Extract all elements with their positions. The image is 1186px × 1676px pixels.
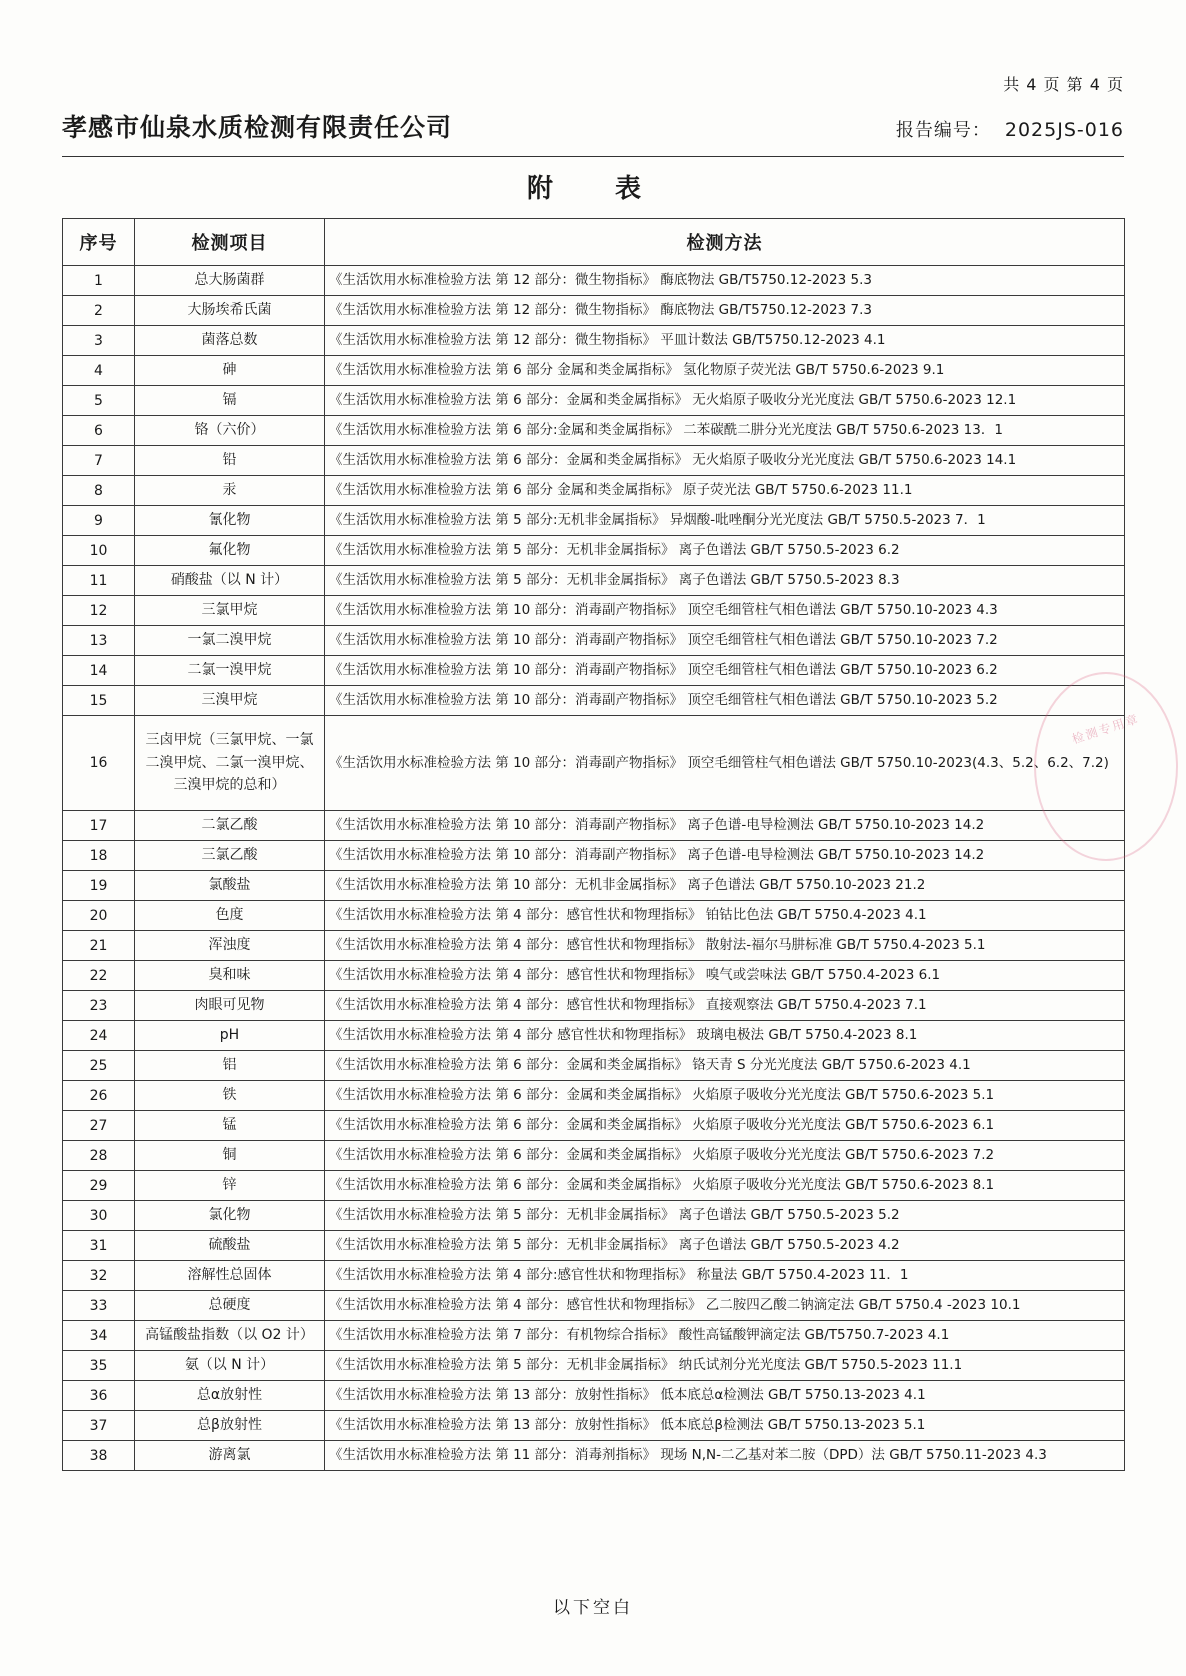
row-method: 《生活饮用水标准检验方法 第 13 部分：放射性指标》 低本底总β检测法 GB/T 5750.13-2023 5.1 [325,1411,1125,1441]
row-method: 《生活饮用水标准检验方法 第 4 部分：感官性状和物理指标》 嗅气或尝味法 GB/T 5750.4-2023 6.1 [325,961,1125,991]
row-method: 《生活饮用水标准检验方法 第 5 部分：无机非金属指标》 离子色谱法 GB/T 5750.5-2023 4.2 [325,1231,1125,1261]
table-row [63,686,1125,716]
row-item: 总α放射性 [135,1381,325,1411]
row-method: 《生活饮用水标准检验方法 第 5 部分：无机非金属指标》 纳氏试剂分光光度法 GB/T 5750.5-2023 11.1 [325,1351,1125,1381]
row-no: 27 [63,1111,135,1141]
row-method: 《生活饮用水标准检验方法 第 10 部分：消毒副产物指标》 顶空毛细管柱气相色谱法 GB/T 5750.10-2023 4.3 [325,596,1125,626]
report-number-value: 2025JS-016 [1004,119,1124,141]
row-method: 《生活饮用水标准检验方法 第 6 部分：金属和类金属指标》 铬天青 S 分光光度法 GB/T 5750.6-2023 4.1 [325,1051,1125,1081]
row-no: 21 [63,931,135,961]
row-item: 游离氯 [135,1441,325,1471]
table-header-row [63,219,1125,266]
table-row [63,476,1125,506]
row-method: 《生活饮用水标准检验方法 第 12 部分：微生物指标》 酶底物法 GB/T5750.12-2023 7.3 [325,296,1125,326]
table-row [63,1201,1125,1231]
row-method: 《生活饮用水标准检验方法 第 5 部分:无机非金属指标》 异烟酸-吡唑酮分光光度法 GB/T 5750.5-2023 7．1 [325,506,1125,536]
row-no: 1 [63,266,135,296]
row-method: 《生活饮用水标准检验方法 第 4 部分：感官性状和物理指标》 直接观察法 GB/T 5750.4-2023 7.1 [325,991,1125,1021]
row-item: 臭和味 [135,961,325,991]
row-no: 26 [63,1081,135,1111]
row-item: 总硬度 [135,1291,325,1321]
row-no: 18 [63,841,135,871]
row-no: 30 [63,1201,135,1231]
row-method: 《生活饮用水标准检验方法 第 10 部分：消毒副产物指标》 离子色谱-电导检测法 GB/T 5750.10-2023 14.2 [325,811,1125,841]
table-row [63,1411,1125,1441]
table-row [63,991,1125,1021]
row-no: 20 [63,901,135,931]
row-method: 《生活饮用水标准检验方法 第 10 部分：消毒副产物指标》 顶空毛细管柱气相色谱法 GB/T 5750.10-2023 7.2 [325,626,1125,656]
row-no: 2 [63,296,135,326]
row-item: 二氯一溴甲烷 [135,656,325,686]
row-method: 《生活饮用水标准检验方法 第 6 部分：金属和类金属指标》 火焰原子吸收分光光度法 GB/T 5750.6-2023 6.1 [325,1111,1125,1141]
row-no: 14 [63,656,135,686]
row-method: 《生活饮用水标准检验方法 第 12 部分：微生物指标》 酶底物法 GB/T5750.12-2023 5.3 [325,266,1125,296]
row-item: 氯酸盐 [135,871,325,901]
table-row [63,446,1125,476]
row-item: 铝 [135,1051,325,1081]
row-item: 肉眼可见物 [135,991,325,1021]
row-method: 《生活饮用水标准检验方法 第 11 部分：消毒剂指标》 现场 N,N-二乙基对苯二胺（DPD）法 GB/T 5750.11-2023 4.3 [325,1441,1125,1471]
table-row [63,626,1125,656]
row-item: 三卤甲烷（三氯甲烷、一氯二溴甲烷、二氯一溴甲烷、三溴甲烷的总和） [135,716,325,811]
row-no: 6 [63,416,135,446]
table-row [63,871,1125,901]
row-no: 34 [63,1321,135,1351]
table-row [63,1141,1125,1171]
row-item: 三溴甲烷 [135,686,325,716]
report-number [896,116,1124,144]
row-no: 16 [63,716,135,811]
row-no: 35 [63,1351,135,1381]
table-row [63,811,1125,841]
row-item: 三氯乙酸 [135,841,325,871]
table-row [63,596,1125,626]
row-item: 硫酸盐 [135,1231,325,1261]
row-item: 一氯二溴甲烷 [135,626,325,656]
column-header-method: 检测方法 [325,219,1125,266]
row-no: 24 [63,1021,135,1051]
row-item: 高锰酸盐指数（以 O2 计） [135,1321,325,1351]
page-title: 附 表 [526,174,659,204]
row-no: 22 [63,961,135,991]
row-no: 12 [63,596,135,626]
row-method: 《生活饮用水标准检验方法 第 5 部分：无机非金属指标》 离子色谱法 GB/T 5750.5-2023 6.2 [325,536,1125,566]
row-no: 10 [63,536,135,566]
row-item: 汞 [135,476,325,506]
table-row [63,536,1125,566]
table-row [63,841,1125,871]
row-item: 总大肠菌群 [135,266,325,296]
column-header-no: 序号 [63,219,135,266]
row-item: 铜 [135,1141,325,1171]
stamp-text: 检测专用章 [1070,711,1142,747]
row-item: 二氯乙酸 [135,811,325,841]
row-method: 《生活饮用水标准检验方法 第 6 部分：金属和类金属指标》 火焰原子吸收分光光度法 GB/T 5750.6-2023 5.1 [325,1081,1125,1111]
row-no: 33 [63,1291,135,1321]
row-method: 《生活饮用水标准检验方法 第 10 部分：消毒副产物指标》 离子色谱-电导检测法 GB/T 5750.10-2023 14.2 [325,841,1125,871]
table-row [63,931,1125,961]
table-row [63,1261,1125,1291]
row-method: 《生活饮用水标准检验方法 第 12 部分：微生物指标》 平皿计数法 GB/T5750.12-2023 4.1 [325,326,1125,356]
row-method: 《生活饮用水标准检验方法 第 10 部分：消毒副产物指标》 顶空毛细管柱气相色谱法 GB/T 5750.10-2023 6.2 [325,656,1125,686]
table-row [63,1111,1125,1141]
row-method: 《生活饮用水标准检验方法 第 6 部分 金属和类金属指标》 原子荧光法 GB/T 5750.6-2023 11.1 [325,476,1125,506]
row-item: pH [135,1021,325,1051]
row-method: 《生活饮用水标准检验方法 第 7 部分：有机物综合指标》 酸性高锰酸钾滴定法 GB/T5750.7-2023 4.1 [325,1321,1125,1351]
table-row [63,656,1125,686]
row-no: 29 [63,1171,135,1201]
row-method: 《生活饮用水标准检验方法 第 10 部分：消毒副产物指标》 顶空毛细管柱气相色谱法 GB/T 5750.10-2023 5.2 [325,686,1125,716]
row-no: 7 [63,446,135,476]
row-method: 《生活饮用水标准检验方法 第 13 部分：放射性指标》 低本底总α检测法 GB/T 5750.13-2023 4.1 [325,1381,1125,1411]
row-no: 23 [63,991,135,1021]
row-item: 三氯甲烷 [135,596,325,626]
row-method: 《生活饮用水标准检验方法 第 6 部分：金属和类金属指标》 无火焰原子吸收分光光度法 GB/T 5750.6-2023 12.1 [325,386,1125,416]
table-row [63,1231,1125,1261]
table-row [63,266,1125,296]
row-item: 氰化物 [135,506,325,536]
column-header-item: 检测项目 [135,219,325,266]
row-item: 铅 [135,446,325,476]
row-item: 总β放射性 [135,1411,325,1441]
row-item: 铬（六价） [135,416,325,446]
row-item: 砷 [135,356,325,386]
table-row [63,506,1125,536]
row-no: 15 [63,686,135,716]
table-row [63,356,1125,386]
table-row [63,1291,1125,1321]
row-no: 38 [63,1441,135,1471]
row-item: 锰 [135,1111,325,1141]
row-item: 大肠埃希氏菌 [135,296,325,326]
document-header [62,108,1124,157]
table-row [63,1351,1125,1381]
methods-table [62,218,1125,1471]
table-row [63,1021,1125,1051]
footer-note: 以下空白 [553,1598,633,1618]
row-item: 色度 [135,901,325,931]
table-row [63,566,1125,596]
row-no: 13 [63,626,135,656]
row-item: 氟化物 [135,536,325,566]
table-row [63,326,1125,356]
table-row [63,901,1125,931]
row-item: 浑浊度 [135,931,325,961]
row-method: 《生活饮用水标准检验方法 第 4 部分:感官性状和物理指标》 称量法 GB/T 5750.4-2023 11．1 [325,1261,1125,1291]
row-method: 《生活饮用水标准检验方法 第 5 部分：无机非金属指标》 离子色谱法 GB/T 5750.5-2023 5.2 [325,1201,1125,1231]
row-item: 镉 [135,386,325,416]
row-method: 《生活饮用水标准检验方法 第 4 部分 感官性状和物理指标》 玻璃电极法 GB/T 5750.4-2023 8.1 [325,1021,1125,1051]
row-item: 铁 [135,1081,325,1111]
row-no: 32 [63,1261,135,1291]
row-method: 《生活饮用水标准检验方法 第 6 部分 金属和类金属指标》 氢化物原子荧光法 GB/T 5750.6-2023 9.1 [325,356,1125,386]
row-method: 《生活饮用水标准检验方法 第 4 部分：感官性状和物理指标》 散射法-福尔马肼标准 GB/T 5750.4-2023 5.1 [325,931,1125,961]
company-name: 孝感市仙泉水质检测有限责任公司 [62,113,453,142]
row-no: 17 [63,811,135,841]
row-method: 《生活饮用水标准检验方法 第 6 部分：金属和类金属指标》 火焰原子吸收分光光度法 GB/T 5750.6-2023 8.1 [325,1171,1125,1201]
table-row [63,1051,1125,1081]
page-count: 共 4 页 第 4 页 [1003,75,1124,94]
table-row [63,1441,1125,1471]
row-no: 19 [63,871,135,901]
row-item: 菌落总数 [135,326,325,356]
methods-table-body [63,266,1125,1471]
table-row [63,386,1125,416]
row-no: 3 [63,326,135,356]
table-row [63,1321,1125,1351]
row-method: 《生活饮用水标准检验方法 第 4 部分：感官性状和物理指标》 铂钴比色法 GB/T 5750.4-2023 4.1 [325,901,1125,931]
row-no: 5 [63,386,135,416]
row-method: 《生活饮用水标准检验方法 第 4 部分：感官性状和物理指标》 乙二胺四乙酸二钠滴定法 GB/T 5750.4 -2023 10.1 [325,1291,1125,1321]
row-no: 9 [63,506,135,536]
row-method: 《生活饮用水标准检验方法 第 6 部分：金属和类金属指标》 无火焰原子吸收分光光度法 GB/T 5750.6-2023 14.1 [325,446,1125,476]
row-method: 《生活饮用水标准检验方法 第 6 部分：金属和类金属指标》 火焰原子吸收分光光度法 GB/T 5750.6-2023 7.2 [325,1141,1125,1171]
row-item: 氯化物 [135,1201,325,1231]
row-method: 《生活饮用水标准检验方法 第 10 部分：无机非金属指标》 离子色谱法 GB/T 5750.10-2023 21.2 [325,871,1125,901]
row-item: 锌 [135,1171,325,1201]
report-number-label: 报告编号： [895,120,991,141]
table-row [63,296,1125,326]
table-row [63,1381,1125,1411]
row-method: 《生活饮用水标准检验方法 第 5 部分：无机非金属指标》 离子色谱法 GB/T 5750.5-2023 8.3 [325,566,1125,596]
row-no: 4 [63,356,135,386]
table-row [63,716,1125,811]
row-item: 氨（以 N 计） [135,1351,325,1381]
row-method: 《生活饮用水标准检验方法 第 10 部分：消毒副产物指标》 顶空毛细管柱气相色谱法 GB/T 5750.10-2023(4.3、5.2、6.2、7.2) [325,716,1125,811]
row-no: 28 [63,1141,135,1171]
row-no: 8 [63,476,135,506]
row-no: 25 [63,1051,135,1081]
row-no: 11 [63,566,135,596]
row-item: 硝酸盐（以 N 计） [135,566,325,596]
table-row [63,1171,1125,1201]
table-row [63,416,1125,446]
row-no: 37 [63,1411,135,1441]
row-item: 溶解性总固体 [135,1261,325,1291]
row-method: 《生活饮用水标准检验方法 第 6 部分:金属和类金属指标》 二苯碳酰二肼分光光度法 GB/T 5750.6-2023 13．1 [325,416,1125,446]
table-row [63,1081,1125,1111]
row-no: 36 [63,1381,135,1411]
table-row [63,961,1125,991]
row-no: 31 [63,1231,135,1261]
